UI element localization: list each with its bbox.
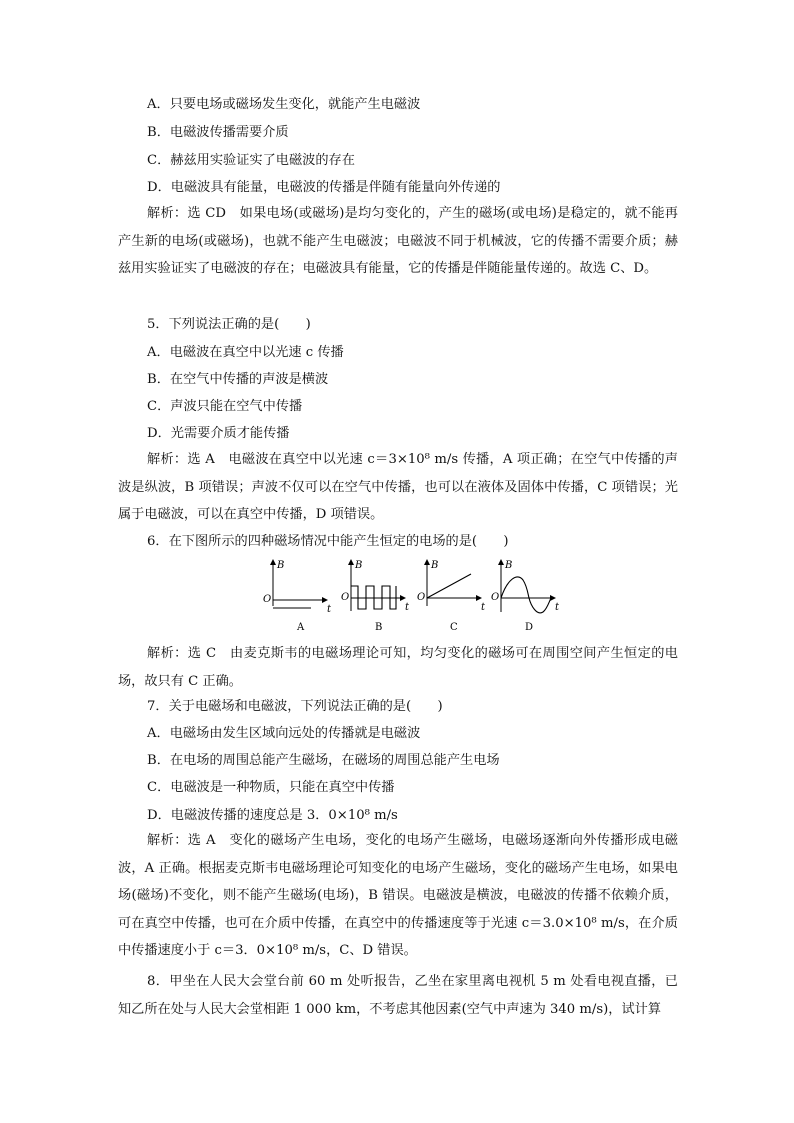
q4-analysis: 解析：选 CD 如果电场(或磁场)是均匀变化的，产生的磁场(或电场)是稳定的，就不能再产生新的电场(或磁场)，也就不能产生电磁波；电磁波不同于机械波，它的传播不需要介质；赫兹用实验证实了电磁波的存在；电磁波具有能量，它的传播是伴随能量传递的。故选 C、D。 [118, 206, 678, 277]
q6-graph-c [417, 560, 486, 633]
q7-stem: 7．关于电磁场和电磁波，下列说法正确的是( ) [147, 699, 443, 714]
q6-graph-d [491, 560, 560, 633]
q6-analysis: 解析：选 C 由麦克斯韦的电磁场理论可知，均匀变化的磁场可在周围空间产生恒定的电场，故只有 C 正确。 [118, 646, 678, 689]
q6-caption-c: C [450, 622, 458, 633]
q6-a-axis-x: t [327, 604, 332, 615]
q6-caption-a: A [297, 622, 305, 633]
q6-d-axis-y: B [505, 560, 513, 571]
q7-option-c: C．电磁波是一种物质，只能在真空中传播 [147, 780, 395, 795]
q5-stem: 5．下列说法正确的是( ) [147, 317, 311, 332]
q7-analysis: 解析：选 A 变化的磁场产生电场，变化的电场产生磁场，电磁场逐渐向外传播形成电磁波，A 正确。根据麦克斯韦电磁场理论可知变化的电场产生磁场，变化的磁场产生电场，如果电场(磁场)不变化，则不能产生磁场(电场)，B 错误。电磁波是横波，电磁波的传播不依赖介质，可在真空中传播，也可在介质中传播，在真空中的传播速度等于光速 c＝3.0×10⁸ m/s，在介质中传播速度小于 c＝3．0×10⁸ m/s，C、D 错误。 [118, 833, 678, 959]
q6-c-origin: O [417, 592, 426, 603]
q5-option-a: A．电磁波在真空中以光速 c 传播 [147, 345, 344, 360]
q7-option-d: D．电磁波传播的速度总是 3．0×10⁸ m/s [147, 808, 398, 823]
q4-option-b: B．电磁波传播需要介质 [147, 125, 289, 140]
q6-caption-b: B [375, 622, 383, 633]
q6-a-axis-y: B [277, 560, 285, 571]
q6-d-origin: O [491, 592, 500, 603]
q6-figure [255, 556, 565, 636]
q6-b-origin: O [341, 592, 350, 603]
q6-stem: 6．在下图所示的四种磁场情况中能产生恒定的电场的是( ) [147, 534, 509, 549]
q4-option-d: D．电磁波具有能量，电磁波的传播是伴随有能量向外传递的 [147, 180, 501, 195]
q6-c-axis-y: B [431, 560, 439, 571]
q6-b-axis-x: t [405, 602, 410, 613]
q5-option-b: B．在空气中传播的声波是横波 [147, 372, 329, 387]
q6-graph-a [263, 560, 332, 633]
q4-option-a: A．只要电场或磁场发生变化，就能产生电磁波 [147, 97, 421, 112]
q7-option-b: B．在电场的周围总能产生磁场，在磁场的周围总能产生电场 [147, 753, 500, 768]
q5-option-d: D．光需要介质才能传播 [147, 426, 290, 441]
q6-a-origin: O [263, 594, 272, 605]
q6-c-axis-x: t [481, 602, 486, 613]
q6-d-axis-x: t [555, 602, 560, 613]
q6-graph-b [341, 560, 410, 633]
q6-caption-d: D [525, 622, 534, 633]
q5-option-c: C．声波只能在空气中传播 [147, 399, 303, 414]
q5-analysis: 解析：选 A 电磁波在真空中以光速 c＝3×10⁸ m/s 传播，A 项正确；在空气中传播的声波是纵波，B 项错误；声波不仅可以在空气中传播，也可以在液体及固体中传播，C 项错误；光属于电磁波，可以在真空中传播，D 项错误。 [118, 452, 678, 523]
q8-stem: 8．甲坐在人民大会堂台前 60 m 处听报告，乙坐在家里离电视机 5 m 处看电视直播，已知乙所在处与人民大会堂相距 1 000 km，不考虑其他因素(空气中声速为 340 m/s)，试计算 [118, 974, 678, 1017]
q7-option-a: A．电磁场由发生区域向远处的传播就是电磁波 [147, 726, 421, 741]
q6-b-axis-y: B [355, 560, 363, 571]
q4-option-c: C．赫兹用实验证实了电磁波的存在 [147, 153, 355, 168]
